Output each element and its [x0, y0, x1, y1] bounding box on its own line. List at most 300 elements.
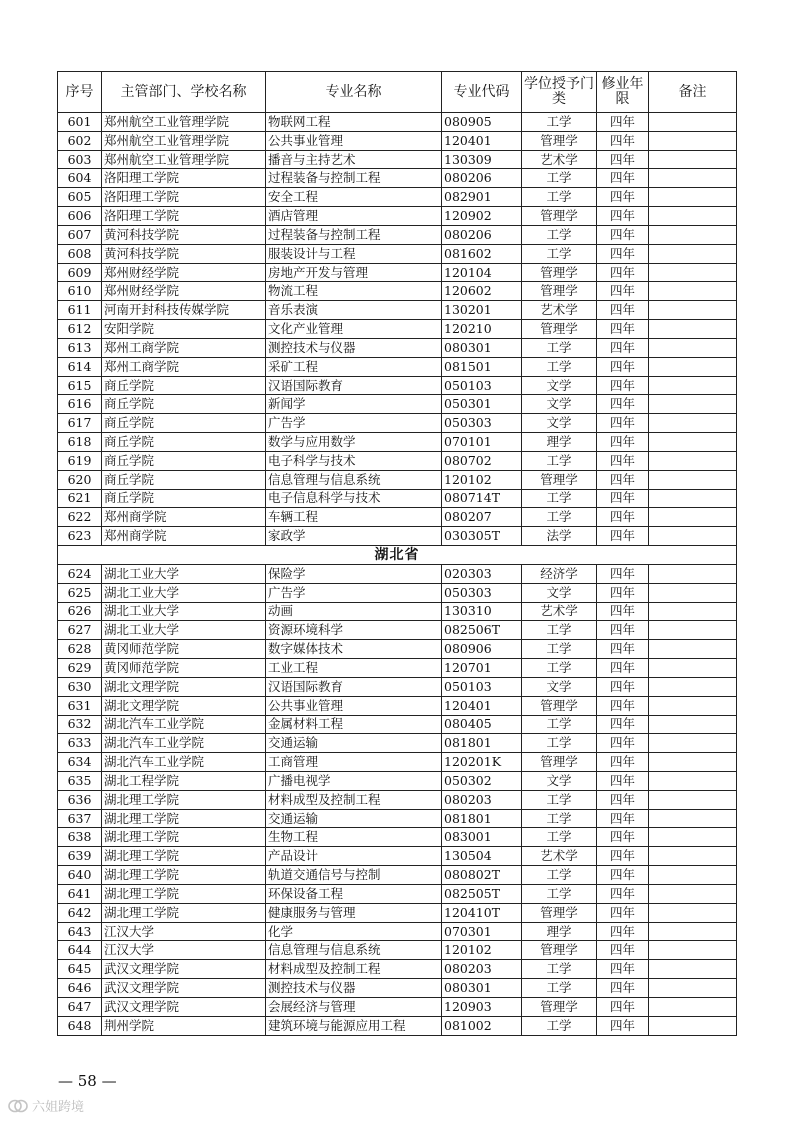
province-divider-row [58, 546, 737, 565]
cell-school: 湖北理工学院 [102, 884, 266, 903]
cell-note [649, 376, 737, 395]
cell-no: 623 [58, 527, 102, 546]
cell-major: 酒店管理 [266, 207, 442, 226]
cell-major: 采矿工程 [266, 357, 442, 376]
cell-code: 080906 [442, 640, 522, 659]
cell-years: 四年 [597, 997, 649, 1016]
cell-years: 四年 [597, 338, 649, 357]
header-note: 备注 [649, 72, 737, 113]
cell-note [649, 508, 737, 527]
cell-years: 四年 [597, 414, 649, 433]
cell-school: 湖北文理学院 [102, 677, 266, 696]
cell-major: 广播电视学 [266, 771, 442, 790]
cell-degree: 工学 [522, 113, 597, 132]
cell-note [649, 357, 737, 376]
cell-school: 郑州商学院 [102, 527, 266, 546]
cell-years: 四年 [597, 244, 649, 263]
cell-years: 四年 [597, 113, 649, 132]
cell-no: 620 [58, 470, 102, 489]
cell-major: 建筑环境与能源应用工程 [266, 1016, 442, 1035]
cell-degree: 文学 [522, 395, 597, 414]
cell-years: 四年 [597, 169, 649, 188]
table-row [58, 433, 737, 452]
cell-major: 服装设计与工程 [266, 244, 442, 263]
cell-degree: 管理学 [522, 941, 597, 960]
cell-code: 120401 [442, 131, 522, 150]
cell-years: 四年 [597, 847, 649, 866]
cell-note [649, 640, 737, 659]
table-row [58, 941, 737, 960]
cell-degree: 文学 [522, 771, 597, 790]
cell-no: 615 [58, 376, 102, 395]
table-row [58, 414, 737, 433]
cell-major: 资源环境科学 [266, 621, 442, 640]
cell-major: 材料成型及控制工程 [266, 960, 442, 979]
cell-school: 郑州航空工业管理学院 [102, 113, 266, 132]
cell-degree: 工学 [522, 451, 597, 470]
cell-degree: 文学 [522, 583, 597, 602]
cell-no: 644 [58, 941, 102, 960]
cell-no: 628 [58, 640, 102, 659]
cell-school: 湖北工业大学 [102, 564, 266, 583]
cell-degree: 法学 [522, 527, 597, 546]
cell-school: 武汉文理学院 [102, 979, 266, 998]
cell-note [649, 621, 737, 640]
table-header-row [58, 72, 737, 113]
cell-major: 电子信息科学与技术 [266, 489, 442, 508]
cell-code: 050103 [442, 376, 522, 395]
cell-code: 081002 [442, 1016, 522, 1035]
cell-code: 080206 [442, 169, 522, 188]
cell-years: 四年 [597, 451, 649, 470]
cell-school: 荆州学院 [102, 1016, 266, 1035]
cell-years: 四年 [597, 376, 649, 395]
cell-degree: 文学 [522, 376, 597, 395]
table-row [58, 207, 737, 226]
table-row [58, 508, 737, 527]
cell-no: 605 [58, 188, 102, 207]
cell-note [649, 771, 737, 790]
cell-major: 金属材料工程 [266, 715, 442, 734]
cell-degree: 工学 [522, 489, 597, 508]
cell-school: 安阳学院 [102, 320, 266, 339]
cell-code: 130201 [442, 301, 522, 320]
cell-years: 四年 [597, 1016, 649, 1035]
cell-no: 627 [58, 621, 102, 640]
cell-code: 120701 [442, 659, 522, 678]
cell-code: 120902 [442, 207, 522, 226]
cell-degree: 工学 [522, 1016, 597, 1035]
page-number: — 58 — [58, 1072, 117, 1090]
cell-degree: 艺术学 [522, 847, 597, 866]
cell-note [649, 866, 737, 885]
cell-note [649, 451, 737, 470]
cell-note [649, 395, 737, 414]
cell-no: 630 [58, 677, 102, 696]
cell-code: 120210 [442, 320, 522, 339]
cell-school: 商丘学院 [102, 433, 266, 452]
cell-note [649, 884, 737, 903]
cell-code: 120102 [442, 941, 522, 960]
table-row [58, 602, 737, 621]
cell-major: 产品设计 [266, 847, 442, 866]
cell-years: 四年 [597, 809, 649, 828]
cell-school: 商丘学院 [102, 395, 266, 414]
table-row [58, 771, 737, 790]
table-row [58, 922, 737, 941]
cell-years: 四年 [597, 282, 649, 301]
cell-note [649, 1016, 737, 1035]
cell-no: 643 [58, 922, 102, 941]
cell-code: 130310 [442, 602, 522, 621]
cell-years: 四年 [597, 470, 649, 489]
cell-major: 生物工程 [266, 828, 442, 847]
cell-degree: 艺术学 [522, 602, 597, 621]
cell-degree: 管理学 [522, 903, 597, 922]
table-row [58, 169, 737, 188]
cell-note [649, 790, 737, 809]
cell-school: 湖北汽车工业学院 [102, 734, 266, 753]
cell-note [649, 489, 737, 508]
cell-no: 609 [58, 263, 102, 282]
cell-school: 湖北汽车工业学院 [102, 753, 266, 772]
header-school: 主管部门、学校名称 [102, 72, 266, 113]
cell-code: 080206 [442, 225, 522, 244]
cell-no: 632 [58, 715, 102, 734]
cell-years: 四年 [597, 207, 649, 226]
cell-no: 617 [58, 414, 102, 433]
cell-school: 湖北理工学院 [102, 847, 266, 866]
cell-no: 621 [58, 489, 102, 508]
cell-degree: 理学 [522, 922, 597, 941]
cell-years: 四年 [597, 602, 649, 621]
cell-no: 618 [58, 433, 102, 452]
cell-code: 120102 [442, 470, 522, 489]
cell-no: 622 [58, 508, 102, 527]
cell-major: 测控技术与仪器 [266, 979, 442, 998]
cell-major: 过程装备与控制工程 [266, 225, 442, 244]
cell-years: 四年 [597, 771, 649, 790]
cell-years: 四年 [597, 225, 649, 244]
cell-code: 070101 [442, 433, 522, 452]
cell-code: 080301 [442, 979, 522, 998]
cell-school: 郑州航空工业管理学院 [102, 150, 266, 169]
cell-school: 商丘学院 [102, 470, 266, 489]
cell-years: 四年 [597, 301, 649, 320]
table-row [58, 376, 737, 395]
cell-code: 080207 [442, 508, 522, 527]
cell-years: 四年 [597, 903, 649, 922]
cell-note [649, 150, 737, 169]
cell-school: 湖北汽车工业学院 [102, 715, 266, 734]
table-row [58, 979, 737, 998]
table-row [58, 621, 737, 640]
cell-school: 洛阳理工学院 [102, 207, 266, 226]
table-row [58, 640, 737, 659]
cell-no: 624 [58, 564, 102, 583]
cell-code: 050303 [442, 414, 522, 433]
cell-note [649, 433, 737, 452]
cell-no: 641 [58, 884, 102, 903]
cell-major: 广告学 [266, 583, 442, 602]
cell-major: 测控技术与仪器 [266, 338, 442, 357]
cell-code: 120903 [442, 997, 522, 1016]
cell-code: 081602 [442, 244, 522, 263]
cell-no: 601 [58, 113, 102, 132]
table-row [58, 960, 737, 979]
cell-note [649, 338, 737, 357]
cell-years: 四年 [597, 753, 649, 772]
cell-years: 四年 [597, 715, 649, 734]
cell-school: 郑州商学院 [102, 508, 266, 527]
cell-code: 083001 [442, 828, 522, 847]
cell-code: 080905 [442, 113, 522, 132]
cell-code: 082901 [442, 188, 522, 207]
cell-note [649, 602, 737, 621]
table-row [58, 188, 737, 207]
cell-school: 黄河科技学院 [102, 244, 266, 263]
cell-code: 130309 [442, 150, 522, 169]
cell-no: 602 [58, 131, 102, 150]
cell-major: 数学与应用数学 [266, 433, 442, 452]
cell-years: 四年 [597, 621, 649, 640]
cell-no: 625 [58, 583, 102, 602]
cell-degree: 工学 [522, 884, 597, 903]
table-row [58, 696, 737, 715]
cell-no: 608 [58, 244, 102, 263]
cell-school: 武汉文理学院 [102, 960, 266, 979]
cell-no: 611 [58, 301, 102, 320]
cell-code: 030305T [442, 527, 522, 546]
cell-no: 647 [58, 997, 102, 1016]
cell-degree: 工学 [522, 640, 597, 659]
cell-degree: 管理学 [522, 470, 597, 489]
cell-degree: 工学 [522, 715, 597, 734]
table-row [58, 1016, 737, 1035]
cell-school: 湖北工业大学 [102, 621, 266, 640]
cell-note [649, 696, 737, 715]
cell-code: 050103 [442, 677, 522, 696]
cell-code: 081501 [442, 357, 522, 376]
cell-major: 物联网工程 [266, 113, 442, 132]
cell-school: 洛阳理工学院 [102, 169, 266, 188]
cell-major: 物流工程 [266, 282, 442, 301]
table-row [58, 263, 737, 282]
cell-degree: 文学 [522, 414, 597, 433]
cell-degree: 管理学 [522, 320, 597, 339]
table-row [58, 470, 737, 489]
cell-code: 050303 [442, 583, 522, 602]
cell-major: 动画 [266, 602, 442, 621]
cell-code: 120410T [442, 903, 522, 922]
cell-school: 湖北工业大学 [102, 602, 266, 621]
cell-note [649, 809, 737, 828]
cell-major: 车辆工程 [266, 508, 442, 527]
major-registry-table [57, 71, 737, 1036]
cell-school: 黄冈师范学院 [102, 640, 266, 659]
cell-no: 610 [58, 282, 102, 301]
table-body [58, 113, 737, 1036]
cell-years: 四年 [597, 960, 649, 979]
cell-major: 数字媒体技术 [266, 640, 442, 659]
cell-major: 化学 [266, 922, 442, 941]
table-row [58, 282, 737, 301]
table-row [58, 997, 737, 1016]
cell-years: 四年 [597, 941, 649, 960]
cell-note [649, 207, 737, 226]
cell-degree: 工学 [522, 979, 597, 998]
cell-school: 商丘学院 [102, 414, 266, 433]
cell-years: 四年 [597, 433, 649, 452]
cell-major: 房地产开发与管理 [266, 263, 442, 282]
cell-no: 639 [58, 847, 102, 866]
table-row [58, 225, 737, 244]
watermark-logo-icon [8, 1099, 28, 1113]
cell-school: 商丘学院 [102, 489, 266, 508]
cell-code: 020303 [442, 564, 522, 583]
cell-major: 播音与主持艺术 [266, 150, 442, 169]
cell-years: 四年 [597, 564, 649, 583]
cell-note [649, 244, 737, 263]
cell-no: 616 [58, 395, 102, 414]
cell-major: 音乐表演 [266, 301, 442, 320]
cell-note [649, 131, 737, 150]
table-row [58, 809, 737, 828]
header-no: 序号 [58, 72, 102, 113]
cell-note [649, 753, 737, 772]
cell-degree: 管理学 [522, 207, 597, 226]
cell-code: 120401 [442, 696, 522, 715]
cell-school: 商丘学院 [102, 376, 266, 395]
table-row [58, 866, 737, 885]
cell-major: 保险学 [266, 564, 442, 583]
cell-note [649, 659, 737, 678]
cell-no: 635 [58, 771, 102, 790]
table-row [58, 564, 737, 583]
cell-no: 636 [58, 790, 102, 809]
table-row [58, 244, 737, 263]
cell-degree: 管理学 [522, 997, 597, 1016]
cell-school: 商丘学院 [102, 451, 266, 470]
cell-code: 080802T [442, 866, 522, 885]
cell-note [649, 847, 737, 866]
cell-school: 湖北理工学院 [102, 828, 266, 847]
cell-degree: 工学 [522, 828, 597, 847]
cell-degree: 艺术学 [522, 301, 597, 320]
cell-note [649, 979, 737, 998]
cell-note [649, 960, 737, 979]
table-row [58, 357, 737, 376]
cell-degree: 工学 [522, 621, 597, 640]
cell-no: 642 [58, 903, 102, 922]
cell-code: 120104 [442, 263, 522, 282]
province-name: 湖北省 [58, 546, 737, 565]
cell-note [649, 113, 737, 132]
cell-note [649, 169, 737, 188]
cell-note [649, 470, 737, 489]
cell-note [649, 225, 737, 244]
cell-major: 材料成型及控制工程 [266, 790, 442, 809]
cell-years: 四年 [597, 583, 649, 602]
table-row [58, 301, 737, 320]
cell-years: 四年 [597, 659, 649, 678]
cell-years: 四年 [597, 508, 649, 527]
cell-major: 工商管理 [266, 753, 442, 772]
cell-years: 四年 [597, 696, 649, 715]
cell-major: 信息管理与信息系统 [266, 941, 442, 960]
cell-school: 湖北理工学院 [102, 809, 266, 828]
cell-no: 645 [58, 960, 102, 979]
cell-major: 汉语国际教育 [266, 677, 442, 696]
cell-degree: 工学 [522, 508, 597, 527]
cell-no: 603 [58, 150, 102, 169]
cell-degree: 工学 [522, 169, 597, 188]
cell-major: 安全工程 [266, 188, 442, 207]
cell-major: 交通运输 [266, 734, 442, 753]
cell-school: 江汉大学 [102, 922, 266, 941]
table-row [58, 489, 737, 508]
cell-code: 080405 [442, 715, 522, 734]
cell-major: 广告学 [266, 414, 442, 433]
cell-note [649, 301, 737, 320]
cell-years: 四年 [597, 357, 649, 376]
table-row [58, 903, 737, 922]
cell-code: 080702 [442, 451, 522, 470]
table-row [58, 527, 737, 546]
cell-degree: 管理学 [522, 263, 597, 282]
cell-degree: 文学 [522, 677, 597, 696]
cell-years: 四年 [597, 866, 649, 885]
cell-degree: 工学 [522, 188, 597, 207]
cell-code: 120201K [442, 753, 522, 772]
cell-note [649, 583, 737, 602]
cell-no: 631 [58, 696, 102, 715]
cell-major: 健康服务与管理 [266, 903, 442, 922]
cell-school: 湖北理工学院 [102, 866, 266, 885]
cell-no: 607 [58, 225, 102, 244]
cell-code: 050301 [442, 395, 522, 414]
cell-note [649, 677, 737, 696]
cell-code: 080203 [442, 960, 522, 979]
cell-major: 交通运输 [266, 809, 442, 828]
cell-major: 过程装备与控制工程 [266, 169, 442, 188]
cell-degree: 工学 [522, 338, 597, 357]
table-row [58, 150, 737, 169]
cell-major: 工业工程 [266, 659, 442, 678]
cell-note [649, 941, 737, 960]
watermark-text: 六姐跨境 [32, 1100, 85, 1115]
watermark [8, 1096, 84, 1115]
table-row [58, 451, 737, 470]
cell-years: 四年 [597, 527, 649, 546]
cell-no: 619 [58, 451, 102, 470]
cell-years: 四年 [597, 263, 649, 282]
table-row [58, 828, 737, 847]
header-years: 修业年限 [597, 72, 649, 113]
header-major: 专业名称 [266, 72, 442, 113]
cell-no: 606 [58, 207, 102, 226]
cell-years: 四年 [597, 790, 649, 809]
cell-years: 四年 [597, 489, 649, 508]
cell-degree: 工学 [522, 244, 597, 263]
cell-no: 634 [58, 753, 102, 772]
cell-degree: 工学 [522, 790, 597, 809]
cell-code: 081801 [442, 809, 522, 828]
cell-code: 130504 [442, 847, 522, 866]
cell-no: 633 [58, 734, 102, 753]
cell-degree: 工学 [522, 809, 597, 828]
table-row [58, 790, 737, 809]
